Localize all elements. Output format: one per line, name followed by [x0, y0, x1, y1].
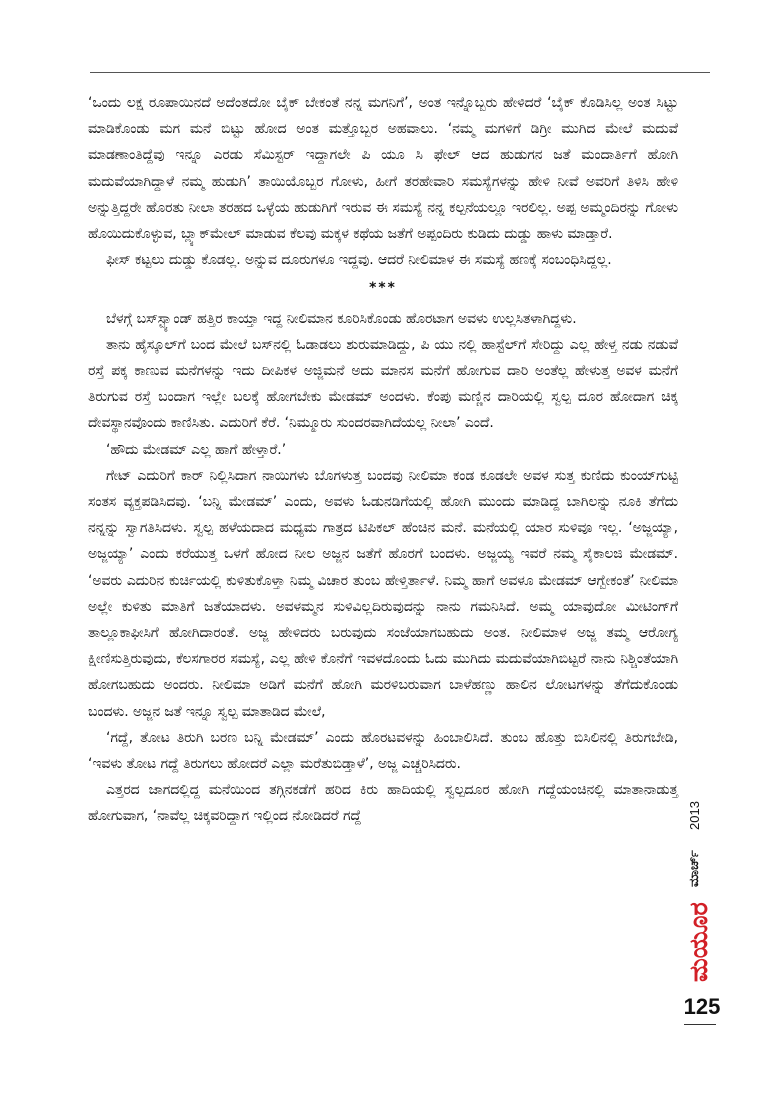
paragraph-2: ಫೀಸ್ ಕಟ್ಟಲು ದುಡ್ಡು ಕೊಡಲ್ಲ. ಅನ್ನುವ ದೂರುಗಳೂ ಇದ್ದವು. ಆದರೆ ನೀಲಿಮಾಳ ಈ ಸಮಸ್ಯೆ ಹಣಕ್ಕೆ ಸಂಬಂಧಿಸಿದ್ದಲ್ಲ.: [106, 252, 612, 269]
paragraph-8: ಎತ್ತರದ ಜಾಗದಲ್ಲಿದ್ದ ಮನೆಯಿಂದ ತಗ್ಗಿನಕಡೆಗೆ ಹರಿದ ಕಿರು ಹಾದಿಯಲ್ಲಿ ಸ್ವಲ್ಪದೂರ ಹೋಗಿ ಗದ್ದೆಯಂಚಿನಲ್ಲಿ ಮಾತಾನಾಡುತ್ತ ಹೋಗುವಾಗ, ‘ನಾವೆಲ್ಲ ಚಿಕ್ಕವರಿದ್ದಾಗ ಇಲ್ಲಿಂದ ನೋಡಿದರೆ ಗದ್ದೆ: [88, 782, 678, 825]
paragraph-4: ತಾನು ಹೈಸ್ಕೂಲ್‌ಗೆ ಬಂದ ಮೇಲೆ ಬಸ್‌ನಲ್ಲಿ ಓಡಾಡಲು ಶುರುಮಾಡಿದ್ದು, ಪಿ ಯು ನಲ್ಲಿ ಹಾಸ್ಟೆಲ್‌ಗೆ ಸೇರಿದ್ದು ಎಲ್ಲ ಹೇಳ್ತ ನಡು ನಡುವೆ ರಸ್ತೆ ಪಕ್ಕ ಕಾಣುವ ಮನೆಗಳನ್ನು ಇದು ದೀಪಿಕಳ ಅಜ್ಜಿಮನೆ ಅದು ಮಾನಸ ಮನೆಗೆ ಹೋಗುವ ದಾರಿ ಅಂತೆಲ್ಲ ಹೇಳುತ್ತ ಅವಳ ಮನೆಗೆ ತಿರುಗುವ ರಸ್ತೆ ಬಂದಾಗ ಇಲ್ಲೇ ಬಲಕ್ಕೆ ಹೋಗಬೇಕು ಮೇಡಮ್ ಅಂದಳು. ಕೆಂಪು ಮಣ್ಣಿನ ದಾರಿಯಲ್ಲಿ ಸ್ವಲ್ಪ ದೂರ ಹೋದಾಗ ಚಿಕ್ಕ ದೇವಸ್ಥಾನವೊಂದು ಕಾಣಿಸಿತು. ಎದುರಿಗೆ ಕೆರೆ. ‘ನಿಮ್ಮೂರು ಸುಂದರವಾಗಿದೆಯಲ್ಲ ನೀಲಾ’ ಎಂದೆ.: [88, 336, 678, 432]
page-number: 125: [683, 994, 721, 1019]
section-separator: ***: [369, 280, 397, 297]
paragraph-6: ಗೇಟ್ ಎದುರಿಗೆ ಕಾರ್ ನಿಲ್ಲಿಸಿದಾಗ ನಾಯಿಗಳು ಬೊಗಳುತ್ತ ಬಂದವು ನೀಲಿಮಾ ಕಂಡ ಕೂಡಲೇ ಅವಳ ಸುತ್ತ ಕುಣಿದು ಕುಂಯ್‌ಗುಟ್ಟಿ ಸಂತಸ ವ್ಯಕ್ತಪಡಿಸಿದವು. ‘ಬನ್ನಿ ಮೇಡಮ್’ ಎಂದು, ಅವಳು ಓಡುನಡಿಗೆಯಲ್ಲಿ ಹೋಗಿ ಮುಂದು ಮಾಡಿದ್ದ ಬಾಗಿಲನ್ನು ನೂಕಿ ತೆಗೆದು ನನ್ನನ್ನು ಸ್ವಾಗತಿಸಿದಳು. ಸ್ವಲ್ಪ ಹಳೆಯದಾದ ಮಧ್ಯಮ ಗಾತ್ರದ ಟಿಪಿಕಲ್ ಹೆಂಚಿನ ಮನೆ. ಮನೆಯಲ್ಲಿ ಯಾರ ಸುಳಿವೂ ಇಲ್ಲ. ‘ಅಜ್ಜಯ್ಯಾ, ಅಜ್ಜಯ್ಯಾ’ ಎಂದು ಕರೆಯುತ್ತ ಒಳಗೆ ಹೋದ ನೀಲ ಅಜ್ಜನ ಜತೆಗೆ ಹೊರಗೆ ಬಂದಳು. ಅಜ್ಜಯ್ಯ ಇವರೆ ನಮ್ಮ ಸೈಕಾಲಜಿ ಮೇಡಮ್. ‘ಅವರು ಎದುರಿನ ಕುರ್ಚಿಯಲ್ಲಿ ಕುಳಿತುಕೊಳ್ತಾ ನಿಮ್ಮ ವಿಚಾರ ತುಂಬ ಹೇಳ್ತಿರ್ತಾಳೆ. ನಿಮ್ಮ ಹಾಗೆ ಅವಳೂ ಮೇಡಮ್ ಆಗ್ಬೇಕಂತೆ’ ನೀಲಿಮಾ ಅಲ್ಲೇ ಕುಳಿತು ಮಾತಿಗೆ ಜತೆಯಾದಳು. ಅವಳಮ್ಮನ ಸುಳಿವಿಲ್ಲದಿರುವುದನ್ನು ನಾನು ಗಮನಿಸಿದೆ. ಅಮ್ಮ ಯಾವುದೋ ಮೀಟಿಂಗ್‌ಗೆ ತಾಲ್ಲೂಕಾಫೀಸಿಗೆ ಹೋಗಿದಾರಂತೆ. ಅಜ್ಜ ಹೇಳಿದರು ಬರುವುದು ಸಂಜೆಯಾಗಬಹುದು ಅಂತ. ನೀಲಿಮಾಳ ಅಜ್ಜ ತಮ್ಮ ಆರೋಗ್ಯ ಕ್ಷೀಣಿಸುತ್ತಿರುವುದು, ಕೆಲಸಗಾರರ ಸಮಸ್ಯೆ, ಎಲ್ಲ ಹೇಳಿ ಕೊನೆಗೆ ಇವಳದೊಂದು ಓದು ಮುಗಿದು ಮದುವೆಯಾಗಿಬಿಟ್ಟರೆ ನಾನು ನಿಶ್ಚಿಂತೆಯಾಗಿ ಹೋಗಬಹುದು ಅಂದರು. ನೀಲಿಮಾ ಅಡಿಗೆ ಮನೆಗೆ ಹೋಗಿ ಮರಳಿಬರುವಾಗ ಬಾಳೆಹಣ್ಣು ಹಾಲಿನ ಲೋಟಗಳನ್ನು ತೆಗೆದುಕೊಂಡು ಬಂದಳು. ಅಜ್ಜನ ಜತೆ ಇನ್ನೂ ಸ್ವಲ್ಪ ಮಾತಾಡಿದ ಮೇಲೆ,: [88, 467, 678, 720]
paragraph-3: ಬೆಳಗ್ಗೆ ಬಸ್‌ಸ್ಟ್ಯಾಂಡ್ ಹತ್ತಿರ ಕಾಯ್ತಾ ಇದ್ದ ನೀಲಿಮಾನ ಕೂರಿಸಿಕೊಂಡು ಹೊರಟಾಗ ಅವಳು ಉಲ್ಲಸಿತಳಾಗಿದ್ದಳು.: [106, 310, 577, 327]
issue-month: ಮಾರ್ಚ್: [687, 850, 702, 888]
article-body: [88, 90, 678, 830]
paragraph-7: ‘ಗದ್ದೆ, ತೋಟ ತಿರುಗಿ ಬರಣ ಬನ್ನಿ ಮೇಡಮ್’ ಎಂದು ಹೊರಟವಳನ್ನು ಹಿಂಬಾಲಿಸಿದೆ. ತುಂಬ ಹೊತ್ತು ಬಿಸಿಲಿನಲ್ಲಿ ತಿರುಗಬೇಡಿ, ‘ಇವಳು ತೋಟ ಗದ್ದೆ ತಿರುಗಲು ಹೋದರೆ ಎಲ್ಲಾ ಮರೆತುಬಿಡ್ತಾಳೆ’, ಅಜ್ಜ ಎಚ್ಚರಿಸಿದರು.: [88, 729, 678, 773]
page-number-rule: [684, 1024, 716, 1025]
paragraph-1: ‘ಒಂದು ಲಕ್ಷ ರೂಪಾಯಿನದೆ ಅದೆಂತದೋ ಬೈಕ್ ಬೇಕಂತೆ ನನ್ನ ಮಗನಿಗೆ’, ಅಂತ ಇನ್ನೊಬ್ಬರು ಹೇಳಿದರೆ ‘ಬೈಕ್ ಕೊಡಿಸಿಲ್ಲ ಅಂತ ಸಿಟ್ಟು ಮಾಡಿಕೊಂಡು ಮಗ ಮನೆ ಬಿಟ್ಟು ಹೋದ ಅಂತ ಮತ್ತೊಬ್ಬರ ಅಹವಾಲು. ‘ನಮ್ಮ ಮಗಳಿಗೆ ಡಿಗ್ರೀ ಮುಗಿದ ಮೇಲೆ ಮದುವೆ ಮಾಡಣಾಂತಿದ್ದೆವು ಇನ್ನೂ ಎರಡು ಸೆಮಿಸ್ಟರ್ ಇದ್ದಾಗಲೇ ಪಿ ಯೂ ಸಿ ಫೇಲ್ ಆದ ಹುಡುಗನ ಜತೆ ಮಂದಾರ್ತಿಗೆ ಹೋಗಿ ಮದುವೆಯಾಗಿದ್ದಾಳೆ ನಮ್ಮ ಹುಡುಗಿ’ ತಾಯಿಯೊಬ್ಬರ ಗೋಳು, ಹೀಗೆ ತರಹೇವಾರಿ ಸಮಸ್ಯೆಗಳನ್ನು ಹೇಳಿ ನೀವೆ ಅವರಿಗೆ ತಿಳಿಸಿ ಹೇಳಿ ಅನ್ನುತ್ತಿದ್ದರೇ ಹೊರತು ನೀಲಾ ತರಹದ ಒಳ್ಳೆಯ ಹುಡುಗಿಗೆ ಇರುವ ಈ ಸಮಸ್ಯೆ ನನ್ನ ಕಲ್ಪನೆಯಲ್ಲೂ ಇರಲಿಲ್ಲ. ಅಪ್ಪ ಅಮ್ಮಂದಿರನ್ನು ಗೋಳು ಹೊಯಿದುಕೊಳ್ಳುವ, ಬ್ಲ್ಯಾಕ್‌ಮೇಲ್ ಮಾಡುವ ಕೆಲವು ಮಕ್ಕಳ ಕಥೆಯ ಜತೆಗೆ ಅಪ್ಪಂದಿರು ಕುಡಿದು ದುಡ್ಡು ಹಾಳು ಮಾಡ್ತಾರೆ.: [88, 95, 679, 243]
paragraph-5: ‘ಹೌದು ಮೇಡಮ್ ಎಲ್ಲ ಹಾಗೆ ಹೇಳ್ತಾರೆ.’: [106, 441, 287, 458]
top-rule: [90, 72, 710, 73]
magazine-logo: ಮಯೂರ: [684, 902, 713, 982]
issue-year: 2013: [687, 801, 702, 831]
